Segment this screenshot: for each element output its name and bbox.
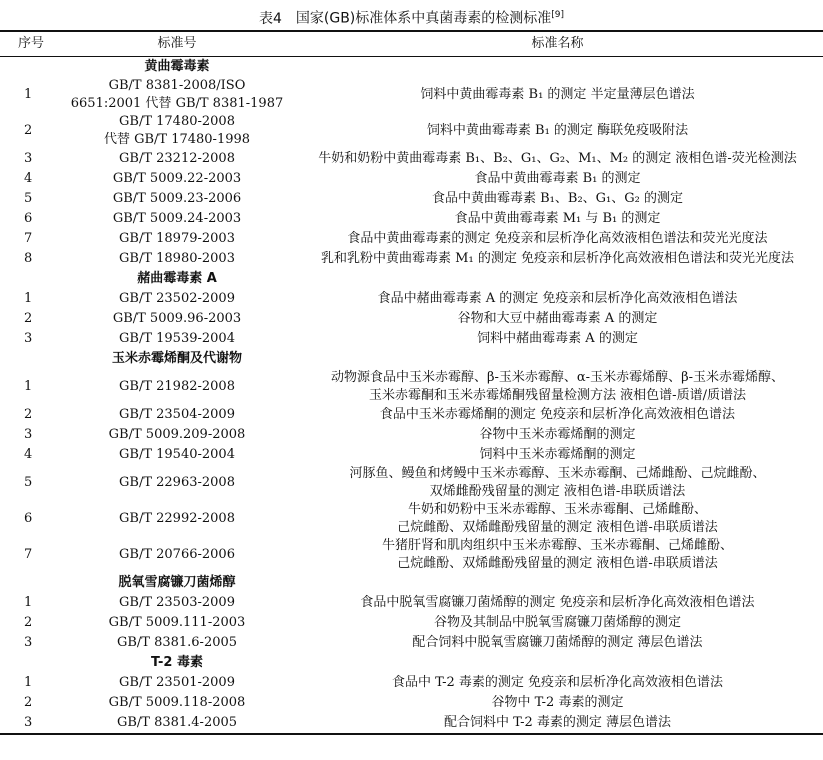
standard-number-cell (62, 289, 292, 309)
standard-number-cell (62, 169, 292, 189)
standard-name-cell (292, 249, 823, 269)
standard-name-line: 配合饲料中 T-2 毒素的测定 薄层色谱法 (443, 715, 672, 730)
table-row (0, 309, 823, 329)
table-row (0, 537, 823, 573)
column-header-standard-name: 标准名称 (292, 31, 823, 57)
standard-name-cell (292, 613, 823, 633)
standard-number-cell (62, 425, 292, 445)
standard-name-line: 食品中 T-2 毒素的测定 免疫亲和层析净化高效液相色谱法 (391, 675, 724, 690)
row-index: 8 (24, 251, 33, 266)
standard-name-line: 谷物及其制品中脱氧雪腐镰刀菌烯醇的测定 (433, 615, 681, 630)
standard-number-line: GB/T 23504-2009 (119, 407, 235, 422)
standard-number-line: GB/T 19539-2004 (119, 331, 235, 346)
row-index: 1 (24, 675, 33, 690)
row-index: 6 (24, 211, 33, 226)
group-empty-cell (292, 653, 823, 673)
row-index: 4 (24, 171, 33, 186)
standard-number-cell (62, 693, 292, 713)
standard-number-cell (62, 77, 292, 113)
standard-name-cell (292, 537, 823, 573)
standard-number-line: GB/T 18980-2003 (119, 251, 235, 266)
group-heading: 赭曲霉毒素 A (137, 271, 217, 286)
standard-name-cell (292, 309, 823, 329)
standard-name-cell (292, 77, 823, 113)
standard-name-line: 食品中赭曲霉毒素 A 的测定 免疫亲和层析净化高效液相色谱法 (377, 291, 738, 306)
standard-number-cell (62, 593, 292, 613)
group-heading: 脱氧雪腐镰刀菌烯醇 (118, 575, 236, 590)
table-row (0, 169, 823, 189)
standard-number-line: GB/T 5009.96-2003 (112, 311, 242, 326)
standard-name-cell (292, 465, 823, 501)
standard-number-line: 6651:2001 代替 GB/T 8381-1987 (70, 96, 284, 111)
table-row (0, 329, 823, 349)
group-empty-cell (292, 269, 823, 289)
table-row (0, 673, 823, 693)
standard-name-cell (292, 633, 823, 653)
standard-name-cell (292, 289, 823, 309)
group-row (0, 269, 823, 289)
table-row (0, 425, 823, 445)
row-index: 1 (24, 87, 33, 102)
standard-name-line: 双烯雌酚残留量的测定 液相色谱-串联质谱法 (429, 484, 686, 499)
reference-mark: [9] (551, 10, 565, 20)
standard-number-line: GB/T 8381.4-2005 (116, 715, 238, 730)
standard-number-cell (62, 309, 292, 329)
standard-name-cell (292, 693, 823, 713)
standard-name-cell (292, 113, 823, 149)
standard-number-line: GB/T 8381-2008/ISO (108, 78, 246, 93)
row-index: 5 (24, 191, 33, 206)
standard-name-line: 河豚鱼、鳗鱼和烤鳗中玉米赤霉醇、玉米赤霉酮、己烯雌酚、己烷雌酚、 (349, 466, 766, 481)
row-index: 3 (0, 713, 62, 734)
standard-number-cell (62, 501, 292, 537)
standard-name-cell (292, 209, 823, 229)
standard-number-cell (62, 209, 292, 229)
table-row (0, 593, 823, 613)
standard-number-cell (62, 445, 292, 465)
group-index-cell (0, 57, 62, 78)
row-index: 2 (24, 695, 33, 710)
group-index-cell (0, 269, 62, 289)
group-empty-cell (292, 349, 823, 369)
group-index-cell (0, 349, 62, 369)
standard-number-cell (62, 369, 292, 405)
standard-number-cell (62, 329, 292, 349)
table-row (0, 613, 823, 633)
standard-name-line: 牛猪肝肾和肌肉组织中玉米赤霉醇、玉米赤霉酮、己烯雌酚、 (381, 538, 733, 553)
standard-name-line: 食品中黄曲霉毒素的测定 免疫亲和层析净化高效液相色谱法和荧光光度法 (347, 231, 768, 246)
table-title: 国家(GB)标准体系中真菌毒素的检测标准 (295, 10, 552, 27)
standard-name-line: 饲料中赭曲霉毒素 A 的测定 (477, 331, 638, 346)
row-index: 2 (24, 407, 33, 422)
standard-number-line: GB/T 22992-2008 (119, 511, 235, 526)
group-empty-cell (292, 573, 823, 593)
table-row (0, 445, 823, 465)
group-heading: T-2 毒素 (151, 655, 203, 670)
standard-number-line: GB/T 8381.6-2005 (116, 635, 238, 650)
row-index: 5 (24, 475, 33, 490)
table-caption (0, 0, 823, 30)
standard-name-line: 食品中脱氧雪腐镰刀菌烯醇的测定 免疫亲和层析净化高效液相色谱法 (360, 595, 755, 610)
row-index: 3 (24, 151, 33, 166)
row-index: 2 (24, 615, 33, 630)
group-row (0, 57, 823, 78)
standard-name-line: 食品中玉米赤霉烯酮的测定 免疫亲和层析净化高效液相色谱法 (379, 407, 736, 422)
group-row (0, 573, 823, 593)
standard-number-line: GB/T 5009.22-2003 (112, 171, 242, 186)
standard-number-line: GB/T 23502-2009 (119, 291, 235, 306)
standard-number-line: GB/T 21982-2008 (119, 379, 235, 394)
row-index: 6 (24, 511, 33, 526)
standard-number-cell (62, 613, 292, 633)
standard-name-cell (292, 369, 823, 405)
standard-name-cell (292, 189, 823, 209)
row-index: 4 (24, 447, 33, 462)
table-row (0, 501, 823, 537)
group-index-cell (0, 573, 62, 593)
group-index-cell (0, 653, 62, 673)
table-row (0, 693, 823, 713)
row-index: 2 (24, 311, 33, 326)
standard-name-line: 己烷雌酚、双烯雌酚残留量的测定 液相色谱-串联质谱法 (397, 556, 718, 571)
row-index: 3 (24, 331, 33, 346)
group-row (0, 653, 823, 673)
group-empty-cell (292, 57, 823, 78)
standard-name-cell (292, 229, 823, 249)
standard-number-cell (62, 537, 292, 573)
standard-name-line: 配合饲料中脱氧雪腐镰刀菌烯醇的测定 薄层色谱法 (412, 635, 703, 650)
standard-name-cell (292, 593, 823, 613)
table-row (0, 465, 823, 501)
standard-name-line: 饲料中玉米赤霉烯酮的测定 (479, 447, 636, 462)
table-row (0, 369, 823, 405)
standard-name-cell (292, 713, 823, 734)
standard-name-line: 动物源食品中玉米赤霉醇、β-玉米赤霉醇、α-玉米赤霉烯醇、β-玉米赤霉烯醇、 (331, 370, 784, 385)
standard-name-line: 谷物中玉米赤霉烯酮的测定 (479, 427, 636, 442)
row-index: 3 (24, 427, 33, 442)
standard-number-cell (62, 405, 292, 425)
standard-number-line: GB/T 18979-2003 (119, 231, 235, 246)
group-heading: 玉米赤霉烯酮及代谢物 (111, 351, 242, 366)
standard-name-cell (292, 169, 823, 189)
row-index: 3 (24, 635, 33, 650)
table-row (0, 405, 823, 425)
row-index: 1 (24, 595, 33, 610)
standard-number-line: GB/T 23501-2009 (119, 675, 235, 690)
standard-name-line: 乳和乳粉中黄曲霉毒素 M₁ 的测定 免疫亲和层析净化高效液相色谱法和荧光光度法 (321, 251, 794, 266)
standard-number-line: 代替 GB/T 17480-1998 (103, 132, 251, 147)
table-row (0, 289, 823, 309)
table-header-row (0, 31, 823, 57)
standard-number-line: GB/T 19540-2004 (119, 447, 235, 462)
table-row (0, 113, 823, 149)
table-row (0, 713, 823, 734)
standard-name-line: 牛奶和奶粉中黄曲霉毒素 B₁、B₂、G₁、G₂、M₁、M₂ 的测定 液相色谱-荧光检测法 (318, 151, 797, 166)
standard-number-line: GB/T 22963-2008 (119, 475, 235, 490)
table-row (0, 633, 823, 653)
standard-name-cell (292, 673, 823, 693)
table-body (0, 57, 823, 735)
standard-name-line: 谷物和大豆中赭曲霉毒素 A 的测定 (457, 311, 658, 326)
group-row (0, 349, 823, 369)
standard-name-cell (292, 501, 823, 537)
standard-number-cell (62, 229, 292, 249)
standard-name-cell (292, 149, 823, 169)
standard-name-line: 食品中黄曲霉毒素 B₁、B₂、G₁、G₂ 的测定 (432, 191, 683, 206)
standard-number-cell (62, 149, 292, 169)
table-row (0, 77, 823, 113)
row-index: 7 (24, 547, 33, 562)
standard-number-cell (62, 713, 292, 734)
row-index: 7 (24, 231, 33, 246)
column-header-standard-number: 标准号 (62, 31, 292, 57)
standard-number-line: GB/T 23503-2009 (119, 595, 235, 610)
table-row (0, 229, 823, 249)
standard-number-line: GB/T 20766-2006 (119, 547, 235, 562)
row-index: 2 (24, 123, 33, 138)
standard-name-cell (292, 425, 823, 445)
standard-number-cell (62, 633, 292, 653)
standard-name-line: 玉米赤霉酮和玉米赤霉烯酮残留量检测方法 液相色谱-质谱/质谱法 (369, 388, 746, 403)
standard-name-cell (292, 329, 823, 349)
standard-name-line: 食品中黄曲霉毒素 B₁ 的测定 (474, 171, 641, 186)
standard-name-line: 己烷雌酚、双烯雌酚残留量的测定 液相色谱-串联质谱法 (397, 520, 718, 535)
standard-name-line: 食品中黄曲霉毒素 M₁ 与 B₁ 的测定 (454, 211, 661, 226)
standard-number-line: GB/T 5009.23-2006 (112, 191, 242, 206)
standard-number-cell (62, 465, 292, 501)
standards-table (0, 30, 823, 735)
standard-number-cell (62, 673, 292, 693)
standard-name-line: 谷物中 T-2 毒素的测定 (491, 695, 624, 710)
standard-name-line: 牛奶和奶粉中玉米赤霉醇、玉米赤霉酮、己烯雌酚、 (407, 502, 707, 517)
column-header-index: 序号 (0, 31, 62, 57)
standard-number-cell (62, 189, 292, 209)
standard-number-cell (62, 113, 292, 149)
standard-name-cell (292, 445, 823, 465)
standard-number-line: GB/T 5009.111-2003 (108, 615, 246, 630)
standard-name-line: 饲料中黄曲霉毒素 B₁ 的测定 半定量薄层色谱法 (420, 87, 695, 102)
standard-name-cell (292, 405, 823, 425)
row-index: 1 (24, 379, 33, 394)
table-row (0, 209, 823, 229)
table-row (0, 149, 823, 169)
table-row (0, 249, 823, 269)
table-number: 表4 (258, 10, 282, 27)
row-index: 1 (24, 291, 33, 306)
table-row (0, 189, 823, 209)
standard-number-line: GB/T 5009.209-2008 (108, 427, 246, 442)
standard-number-line: GB/T 5009.24-2003 (112, 211, 242, 226)
standard-number-cell (62, 249, 292, 269)
standard-number-line: GB/T 17480-2008 (119, 114, 235, 129)
group-heading: 黄曲霉毒素 (144, 59, 210, 74)
standard-name-line: 饲料中黄曲霉毒素 B₁ 的测定 酶联免疫吸附法 (426, 123, 689, 138)
standard-number-line: GB/T 5009.118-2008 (108, 695, 246, 710)
standard-number-line: GB/T 23212-2008 (119, 151, 235, 166)
